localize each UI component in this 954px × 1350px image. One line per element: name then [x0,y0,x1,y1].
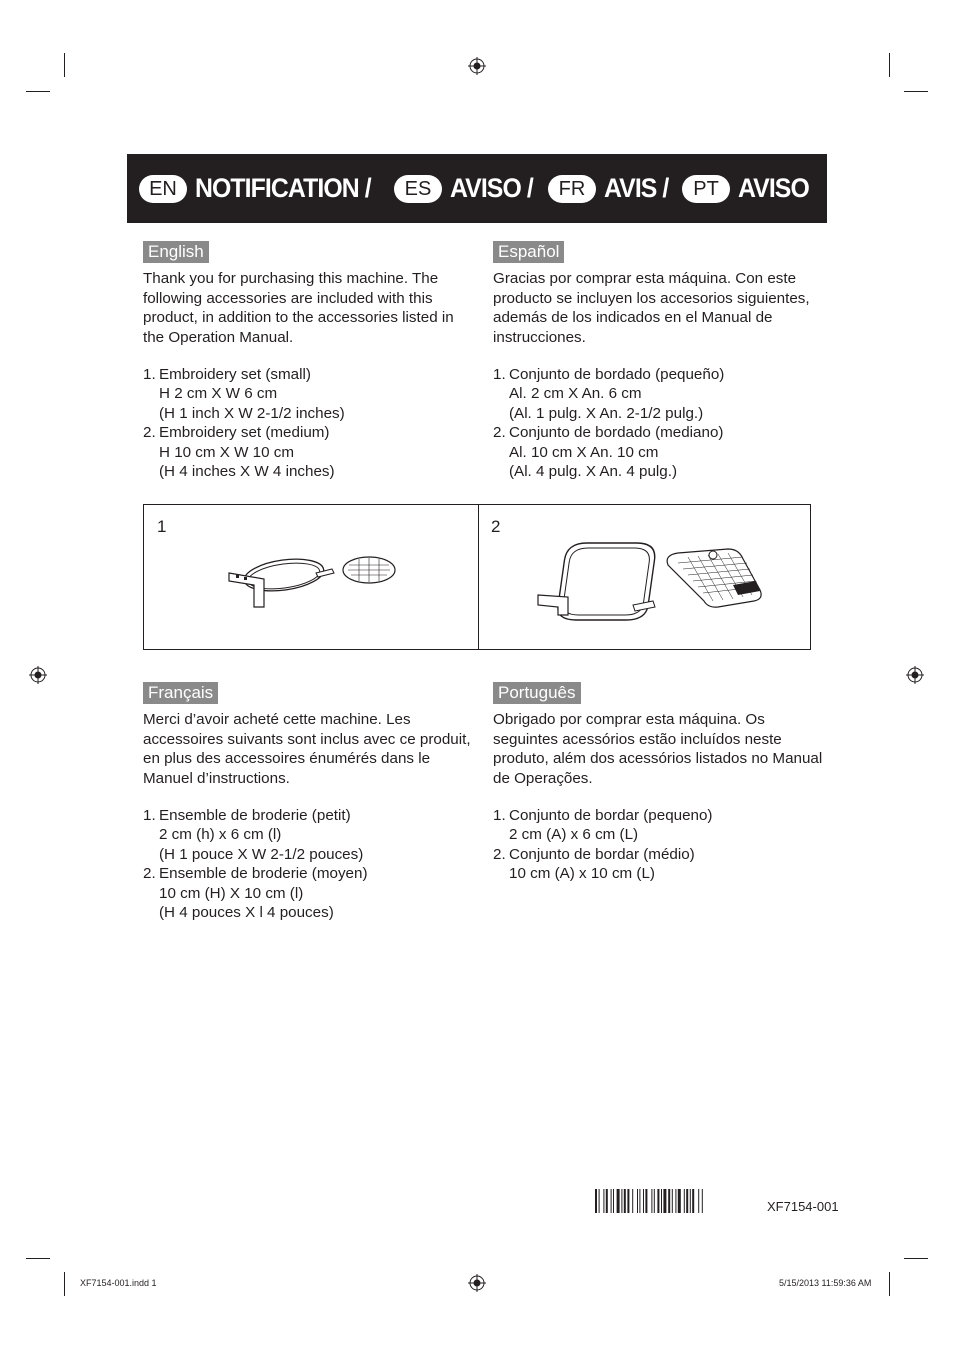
accessory-list [143,806,473,922]
title-banner [127,154,827,223]
intro-paragraph: Gracias por comprar esta máquina. Con este producto se incluyen los accesorios siguientes, además de los indicados en el Manual de instrucciones. [493,270,810,346]
figure-cell-medium [478,505,812,649]
section-francais [143,682,473,922]
accessory-list [493,365,823,481]
part-number: XF7154-001 [767,1199,839,1214]
intro-paragraph: Merci d’avoir acheté cette machine. Les accessoires suivants sont inclus avec ce produit, en plus des accessoires énumérés dans le Manuel d’instructions. [143,711,471,787]
banner-title-en: NOTIFICATION / [195,173,371,203]
slug-file: XF7154-001.indd 1 [80,1278,157,1288]
language-badge-fr: FR [548,175,596,203]
registration-mark-icon [468,1274,486,1292]
list-item: 2. Embroidery set (medium) H 10 cm X W 10 cm (H 4 inches X W 4 inches) [143,424,335,481]
banner-title-fr: AVIS / [604,173,669,203]
list-item: 1. Embroidery set (small) H 2 cm X W 6 cm (H 1 inch X W 2-1/2 inches) [143,366,345,422]
section-heading: Español [493,241,564,263]
language-badge-es: ES [394,175,442,203]
small-hoop-illustration [224,545,404,615]
crop-mark [904,91,928,92]
list-item: 2. Ensemble de broderie (moyen) 10 cm (H) X 10 cm (l) (H 4 pouces X l 4 pouces) [143,865,368,922]
intro-paragraph: Thank you for purchasing this machine. The following accessories are included with this product, in addition to the accessories listed in the Operation Manual. [143,270,454,346]
medium-hoop-illustration [528,535,778,645]
section-heading: Português [493,682,581,704]
accessory-list [143,365,473,481]
crop-mark [889,1272,890,1296]
registration-mark-icon [906,666,924,684]
section-heading: English [143,241,209,263]
banner-title-pt: AVISO [738,173,809,203]
list-item: 1. Conjunto de bordado (pequeño) Al. 2 cm X An. 6 cm (Al. 1 pulg. X An. 2-1/2 pulg.) [493,366,725,422]
crop-mark [26,91,50,92]
crop-mark [64,53,65,77]
list-item: 2. Conjunto de bordar (médio) 10 cm (A) x 10 cm (L) [493,845,695,883]
section-portugues [493,682,823,884]
barcode-icon [595,1189,745,1213]
registration-mark-icon [29,666,47,684]
section-english [143,241,473,481]
language-badge-pt: PT [682,175,730,203]
list-item: 1. Ensemble de broderie (petit) 2 cm (h) x 6 cm (l) (H 1 pouce X W 2-1/2 pouces) [143,807,364,863]
slug-date: 5/15/2013 11:59:36 AM [779,1278,872,1288]
list-item: 2. Conjunto de bordado (mediano) Al. 10 cm X An. 10 cm (Al. 4 pulg. X An. 4 pulg.) [493,424,724,481]
crop-mark [26,1258,50,1259]
crop-mark [889,53,890,77]
figure-number: 1 [157,517,167,536]
registration-mark-icon [468,57,486,75]
accessory-figure-box [143,504,811,650]
list-item: 1. Conjunto de bordar (pequeno) 2 cm (A) x 6 cm (L) [493,807,713,844]
figure-cell-small [144,505,479,649]
crop-mark [64,1272,65,1296]
section-heading: Français [143,682,218,704]
intro-paragraph: Obrigado por comprar esta máquina. Os seguintes acessórios estão incluídos neste produto, além dos acessórios listados no Manual de Operações. [493,711,823,787]
language-badge-en: EN [139,175,187,203]
banner-title-es: AVISO / [449,173,533,203]
figure-number: 2 [491,517,501,536]
accessory-list [493,806,823,884]
section-espanol [493,241,823,481]
crop-mark [904,1258,928,1259]
